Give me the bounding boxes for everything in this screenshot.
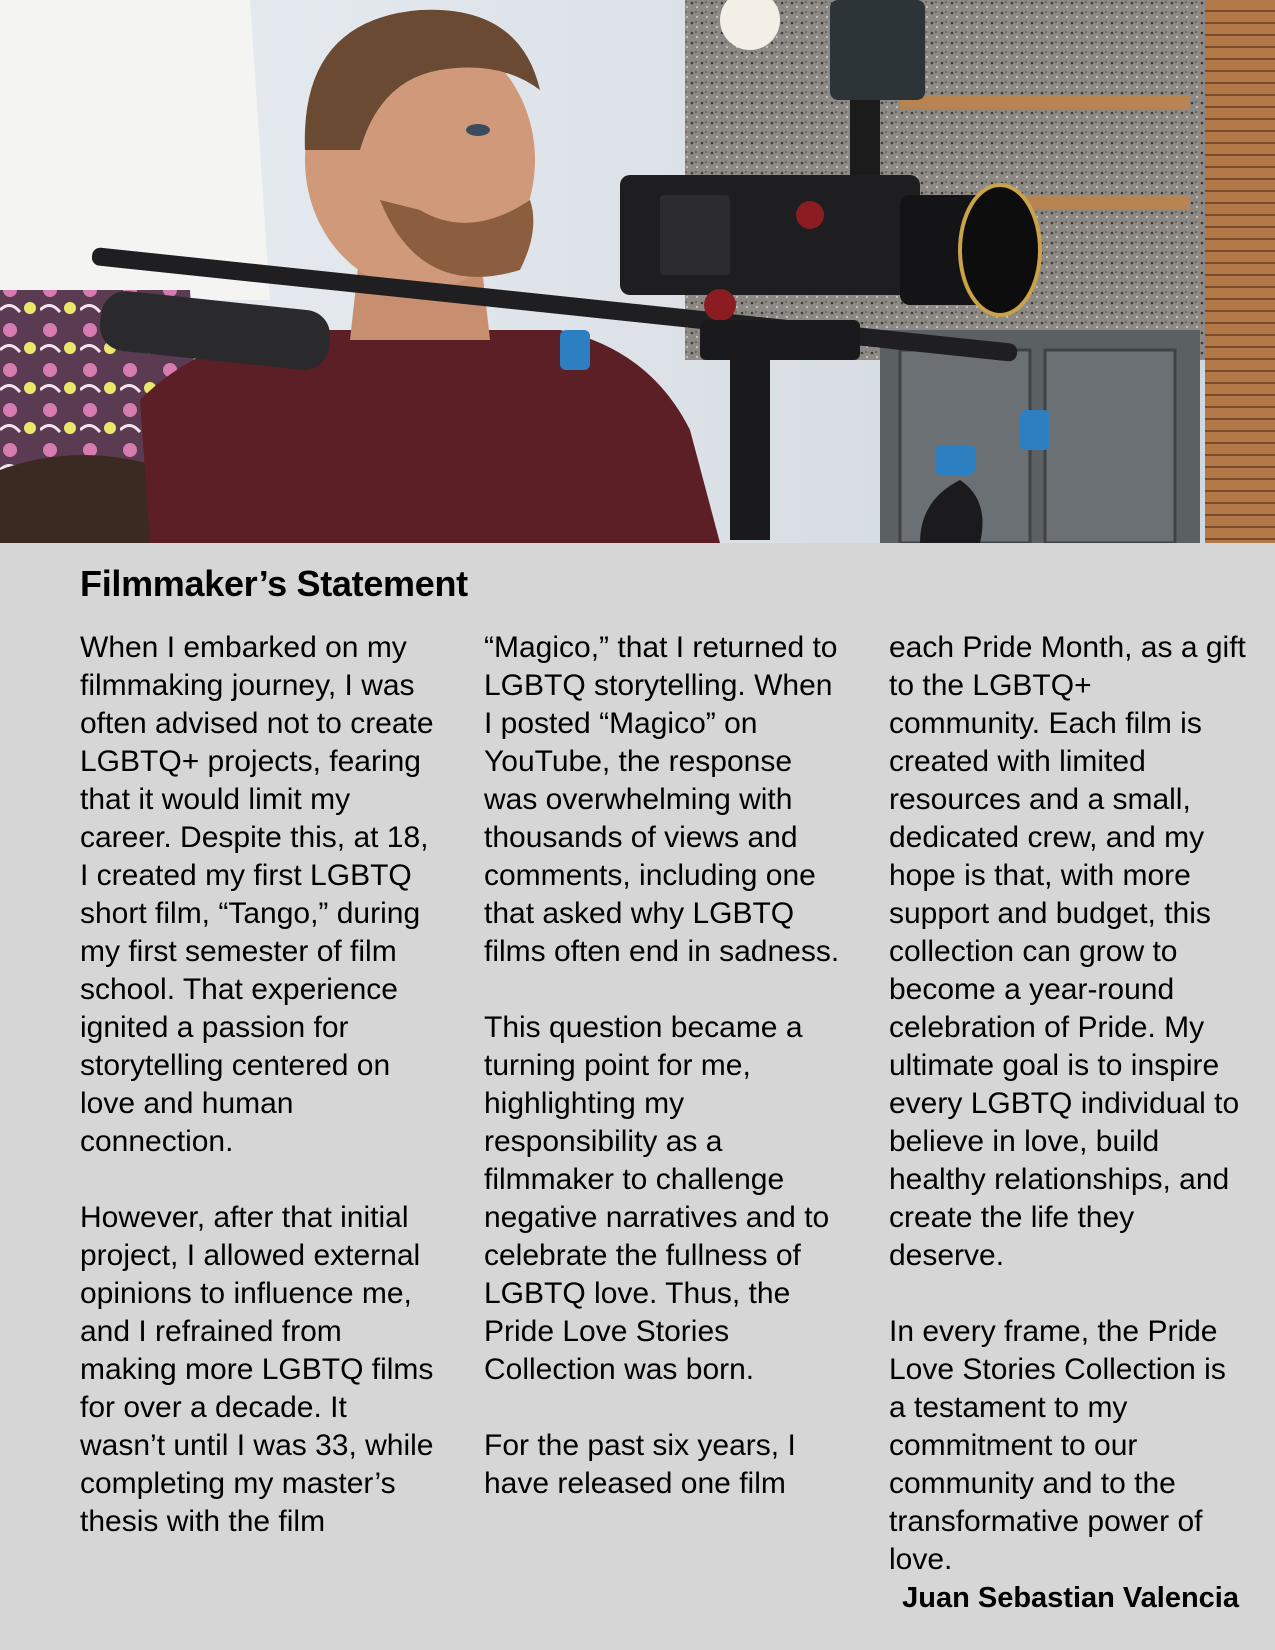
paragraph: When I embarked on my filmmaking journey, I was often advised not to create LGBTQ+ projects, fearing that it would limit my career. Despite this, at 18, I created my first LGBTQ short film, “Tango,” during my first semester of film school. That experience ignited a passion for storytelling centered on love and human connection. <box>80 631 434 1158</box>
author-signature: Juan Sebastian Valencia <box>902 1582 1239 1614</box>
hero-photo <box>0 0 1275 543</box>
statement-column-3 <box>889 629 1249 1579</box>
paragraph: For the past six years, I have released one film <box>484 1429 796 1500</box>
statement-column-2 <box>484 629 844 1503</box>
paragraph: “Magico,” that I returned to LGBTQ storytelling. When I posted “Magico” on YouTube, the response was overwhelming with thousands of views and comments, including one that asked why LGBTQ films often end in sadness. <box>484 631 840 968</box>
paragraph: However, after that initial project, I allowed external opinions to influence me, and I refrained from making more LGBTQ films for over a decade. It wasn’t until I was 33, while completing my master’s thesis with the film <box>80 1201 434 1538</box>
statement-title: Filmmaker’s Statement <box>80 563 468 604</box>
paragraph: In every frame, the Pride Love Stories Collection is a testament to my commitment to our community and to the transformative power of love. <box>889 1315 1226 1576</box>
paragraph: This question became a turning point for me, highlighting my responsibility as a filmmaker to challenge negative narratives and to celebrate the fullness of LGBTQ love. Thus, the Pride Love Stories Collection was born. <box>484 1011 830 1386</box>
paragraph: each Pride Month, as a gift to the LGBTQ+ community. Each film is created with limited resources and a small, dedicated crew, and my hope is that, with more support and budget, this collection can grow to become a year-round celebration of Pride. My ultimate goal is to inspire every LGBTQ individual to believe in love, build healthy relationships, and create the life they deserve. <box>889 631 1246 1272</box>
filmmaker-camera-illustration <box>0 0 1275 543</box>
statement-column-1 <box>80 629 440 1541</box>
